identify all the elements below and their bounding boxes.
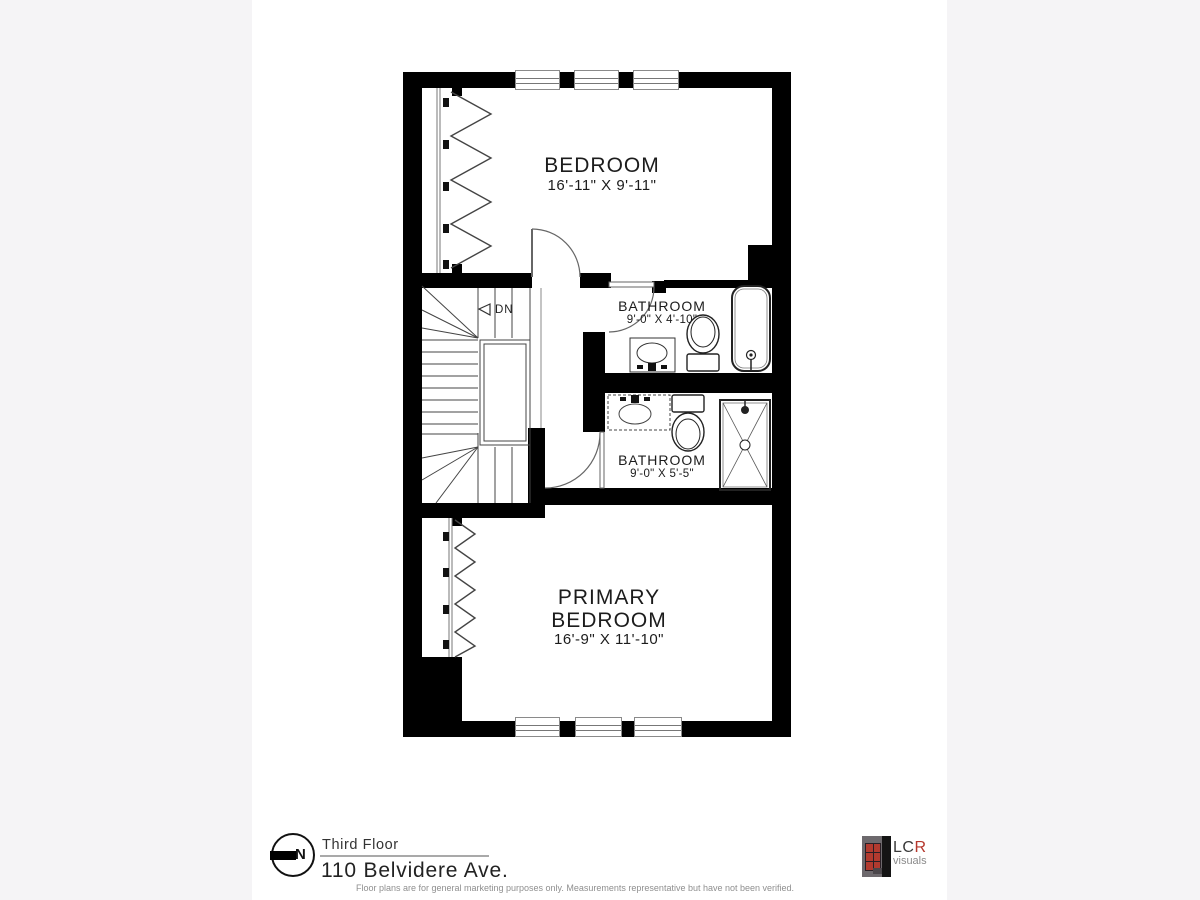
closet-doors-bedroom <box>437 88 491 273</box>
logo-foot-block <box>873 868 882 874</box>
shower <box>720 400 770 490</box>
floor-plan <box>403 70 791 737</box>
disclaimer-text: Floor plans are for general marketing purposes only. Measurements representative but have not been verified. <box>355 883 795 893</box>
logo-tagline: visuals <box>893 855 927 867</box>
room-label-primary-line1: PRIMARY <box>557 586 661 609</box>
sink-vanity-lower <box>608 395 670 430</box>
footer-divider <box>320 855 489 857</box>
room-label-primary-line2: BEDROOM <box>551 609 667 632</box>
room-label-bedroom: BEDROOM <box>544 154 660 177</box>
lcr-visuals-logo <box>862 836 932 878</box>
floor-name: Third Floor <box>322 837 399 853</box>
door-bedroom <box>532 229 580 277</box>
compass-bar <box>270 851 296 860</box>
property-address: 110 Belvidere Ave. <box>321 859 509 882</box>
room-dims-bedroom: 16'-11" X 9'-11" <box>547 177 657 194</box>
logo-text-lc: LC <box>893 839 915 856</box>
stair-void <box>480 340 530 445</box>
toilet-lower <box>672 395 704 451</box>
door-bathroom-lower <box>545 432 604 488</box>
room-dims-primary: 16'-9" X 11'-10" <box>554 631 664 648</box>
page-margin-left <box>0 0 252 900</box>
north-compass-icon <box>271 833 315 877</box>
logo-window-icon <box>865 843 881 871</box>
staircase <box>422 286 541 503</box>
room-dims-bathroom-upper: 9'-0" X 4'-10" <box>626 314 698 326</box>
stair-down-label: DN <box>495 304 514 316</box>
logo-black-block <box>882 836 891 877</box>
stair-down-arrow-icon <box>479 304 490 315</box>
room-label-bathroom-lower: BATHROOM <box>618 452 706 468</box>
room-label-bathroom-upper: BATHROOM <box>618 298 706 314</box>
closet-doors-primary <box>443 518 475 657</box>
bathtub <box>732 286 770 371</box>
sink-vanity-upper <box>630 338 675 372</box>
page-margin-right <box>947 0 1200 900</box>
compass-north-letter: N <box>295 846 306 863</box>
logo-text-r: R <box>914 839 927 856</box>
room-dims-bathroom-lower: 9'-0" X 5'-5" <box>630 468 694 480</box>
